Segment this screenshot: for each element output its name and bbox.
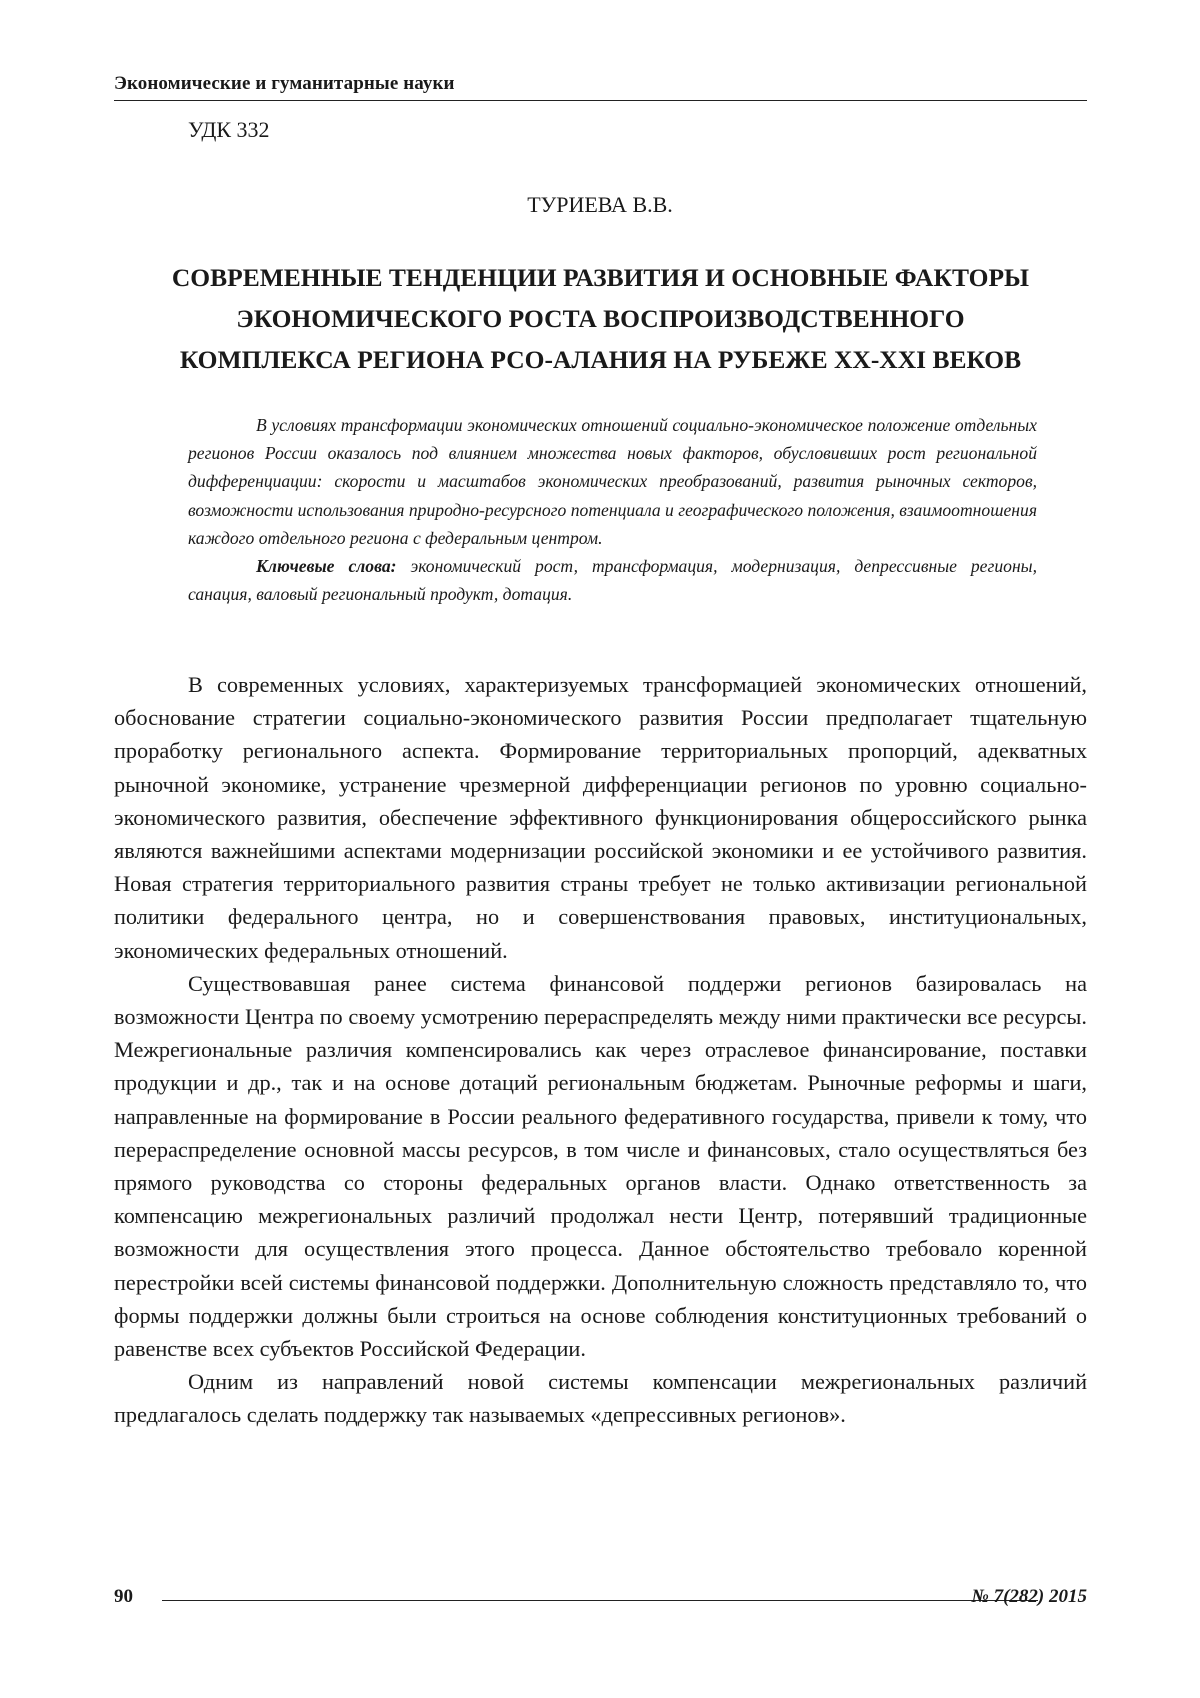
page-number: 90 [114,1586,133,1608]
article-author: ТУРИЕВА В.В. [0,192,1200,218]
body-paragraph: В современных условиях, характеризуемых трансформацией экономических отношений, обоснование стратегии социально-экономического развития России предполагает тщательную проработку регионального аспекта. Формирование территориальных пропорций, адекватных рыночной экономике, устранение чрезмерной дифференциации регионов по уровню социально-экономического развития, обеспечение эффективного функционирования общероссийского рынка являются важнейшими аспектами модернизации российской экономики и ее устойчивого развития. Новая стратегия территориального развития страны требует не только активизации региональной политики федерального центра, но и совершенствования правовых, институциональных, экономических федеральных отношений. [114,668,1087,967]
page-footer [114,1586,1087,1616]
title-line: СОВРЕМЕННЫЕ ТЕНДЕНЦИИ РАЗВИТИЯ И ОСНОВНЫЕ ФАКТОРЫ [114,257,1087,298]
title-line: КОМПЛЕКСА РЕГИОНА РСО-АЛАНИЯ НА РУБЕЖЕ XX-XXI ВЕКОВ [114,339,1087,380]
keywords-label: Ключевые слова: [256,556,397,576]
keywords-list: экономический рост, трансформация, модернизация, депрессивные регионы, санация, валовый региональный продукт, дотация. [188,556,1037,604]
footer-rule [162,1600,1038,1601]
abstract-block [188,411,1037,608]
journal-page [0,0,1200,1698]
article-body [114,668,1087,1432]
title-line: ЭКОНОМИЧЕСКОГО РОСТА ВОСПРОИЗВОДСТВЕННОГО [114,298,1087,339]
journal-section-title: Экономические и гуманитарные науки [114,73,455,95]
abstract-text: В условиях трансформации экономических отношений социально-экономическое положение отдельных регионов России оказалось под влиянием множества новых факторов, обусловивших рост региональной дифференциации: скорости и масштабов экономических преобразований, развития рыночных секторов, возможности использования природно-ресурсного потенциала и географического положения, взаимоотношения каждого отдельного региона с федеральным центром. [188,411,1037,552]
body-paragraph: Существовавшая ранее система финансовой поддержи регионов базировалась на возможности Центра по своему усмотрению перераспределять между ними практически все ресурсы. Межрегиональные различия компенсировались как через отраслевое финансирование, поставки продукции и др., так и на основе дотаций региональным бюджетам. Рыночные реформы и шаги, направленные на формирование в России реального федеративного государства, привели к тому, что перераспределение основной массы ресурсов, в том числе и финансовых, стало осуществляться без прямого руководства со стороны федеральных органов власти. Однако ответственность за компенсацию межрегиональных различий продолжал нести Центр, потерявший традиционные возможности для осуществления этого процесса. Данное обстоятельство требовало коренной перестройки всей системы финансовой поддержки. Дополнительную сложность представляло то, что формы поддержки должны были строиться на основе соблюдения конституционных требований о равенстве всех субъектов Российской Федерации. [114,967,1087,1365]
article-title [114,257,1087,380]
issue-number: № 7(282) 2015 [971,1586,1087,1608]
udk-code: УДК 332 [188,117,270,143]
running-header [114,70,1087,101]
body-paragraph: Одним из направлений новой системы компенсации межрегиональных различий предлагалось сделать поддержку так называемых «депрессивных регионов». [114,1365,1087,1431]
keywords-paragraph [188,552,1037,608]
